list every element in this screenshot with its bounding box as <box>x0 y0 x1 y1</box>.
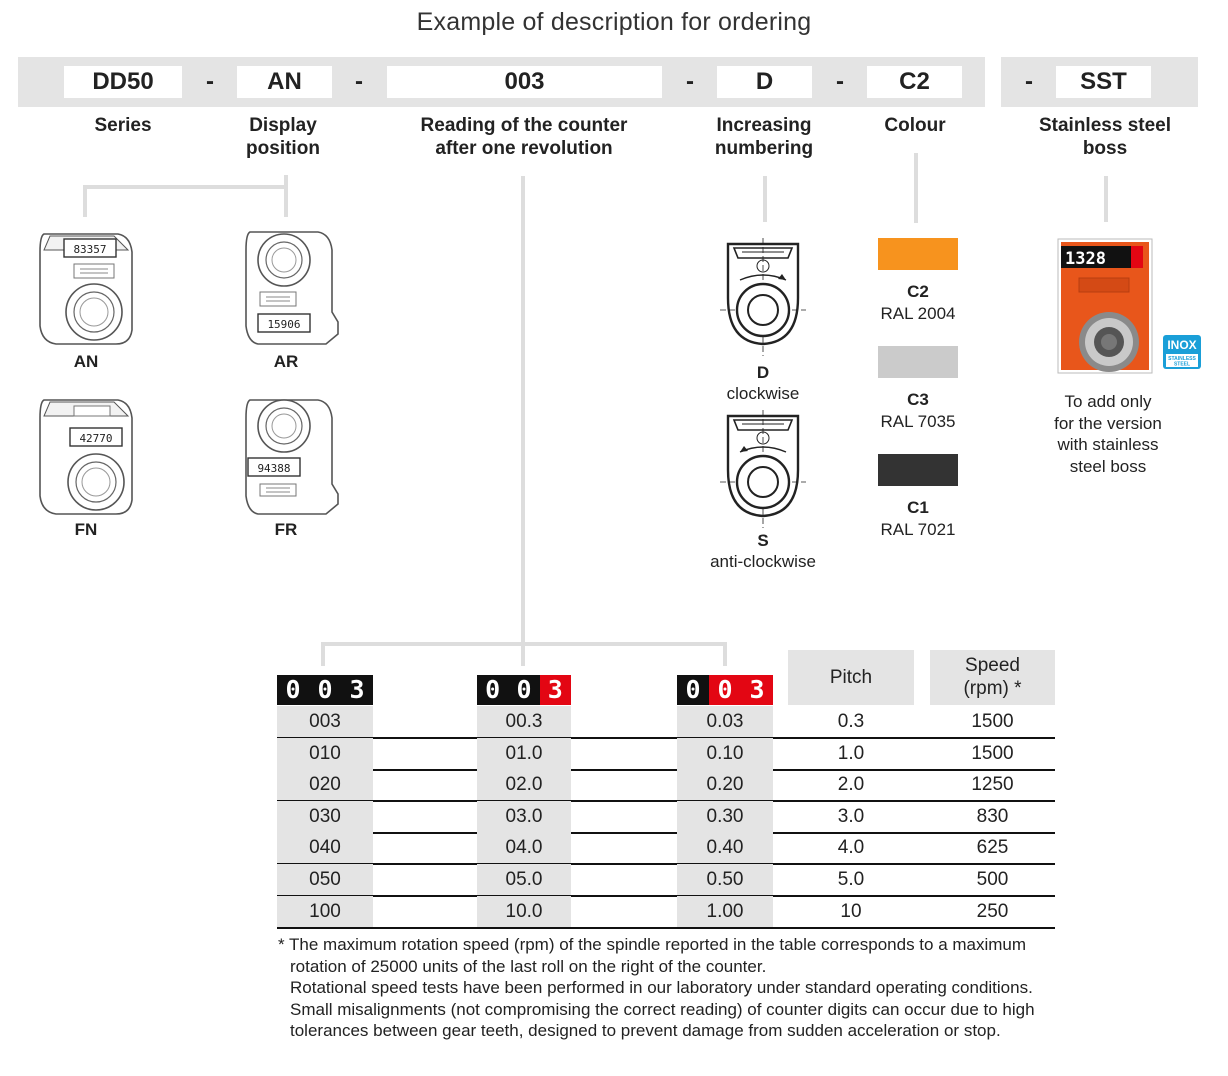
device-label: AN <box>73 352 99 371</box>
device-reading: 83357 <box>73 243 107 256</box>
colour-c1: C1 RAL 7021 <box>880 498 956 539</box>
table-cell: 020 <box>277 769 373 800</box>
connector <box>284 175 288 217</box>
code-display: AN <box>237 66 332 98</box>
colour-swatch-c1 <box>878 454 958 486</box>
header-pitch: Pitch <box>788 650 914 705</box>
table-cell: 1.0 <box>837 742 865 764</box>
table-row <box>277 769 1055 802</box>
direction-clockwise <box>703 362 823 404</box>
table-cell: 0.30 <box>677 801 773 832</box>
table-cell: 030 <box>277 801 373 832</box>
device-label: FR <box>274 520 298 539</box>
inox-badge-sub: STAINLESS <box>1168 356 1196 362</box>
stainless-boss-photo <box>1057 238 1153 374</box>
connector <box>83 185 87 217</box>
table-cell: 05.0 <box>477 864 571 895</box>
connector <box>521 642 525 666</box>
table-cell: 003 <box>277 706 373 737</box>
table-cell: 0.40 <box>677 832 773 863</box>
boss-photo-digits: 1328 <box>1065 249 1106 269</box>
label-reading: Reading of the counter after one revolution <box>420 115 628 159</box>
label-boss: Stainless steel boss <box>1038 115 1172 159</box>
table-cell: 5.0 <box>837 869 865 890</box>
table-cell: 830 <box>976 805 1009 827</box>
colour-c2: C2 RAL 2004 <box>880 282 956 323</box>
code-separator: - <box>836 68 844 95</box>
table-cell: 1250 <box>971 774 1014 796</box>
connector <box>914 153 918 223</box>
table-cell: 010 <box>277 738 373 769</box>
code-boss: SST <box>1056 66 1151 98</box>
code-numbering: D <box>717 66 812 98</box>
code-separator: - <box>686 68 694 95</box>
page-title: Example of description for ordering <box>416 8 812 36</box>
table-row <box>277 864 1055 897</box>
connector <box>1104 176 1108 222</box>
counter-icon-two-decimals: 0 0 3 <box>677 675 773 705</box>
table-cell: 1500 <box>971 711 1014 732</box>
direction-code: D <box>756 363 770 382</box>
code-separator: - <box>1025 68 1033 95</box>
connector <box>763 176 767 222</box>
table-cell: 10 <box>840 900 862 922</box>
connector <box>83 185 288 189</box>
table-cell: 04.0 <box>477 832 571 863</box>
table-row <box>277 832 1055 865</box>
table-row <box>277 896 1055 929</box>
table-cell: 2.0 <box>837 774 865 796</box>
direction-clockwise-drawing <box>718 238 808 358</box>
device-reading: 42770 <box>79 432 113 445</box>
boss-note: To add only for the version with stainless steel boss <box>1054 392 1162 476</box>
device-an-drawing <box>30 226 140 348</box>
table-cell: 01.0 <box>477 738 571 769</box>
inox-badge-sub: STEEL <box>1173 361 1191 368</box>
code-reading: 003 <box>387 66 662 98</box>
device-fn-drawing <box>30 394 140 518</box>
connector <box>321 642 325 666</box>
table-cell: 4.0 <box>837 837 865 859</box>
table-cell: 500 <box>976 869 1009 890</box>
table-cell: 250 <box>976 900 1009 922</box>
direction-text: anti-clockwise <box>710 552 816 571</box>
table-cell: 10.0 <box>477 896 571 927</box>
table-cell: 00.3 <box>477 706 571 737</box>
device-label: FN <box>74 520 98 539</box>
direction-anticlockwise-drawing <box>718 410 808 530</box>
table-cell: 625 <box>976 837 1009 859</box>
counter-icon-one-decimal: 0 0 3 <box>477 675 571 705</box>
device-ar-drawing <box>236 226 346 348</box>
colour-swatch-c3 <box>878 346 958 378</box>
table-cell: 0.50 <box>677 864 773 895</box>
code-colour: C2 <box>867 66 962 98</box>
table-cell: 0.10 <box>677 738 773 769</box>
table-cell: 3.0 <box>837 805 865 827</box>
table-cell: 1.00 <box>677 896 773 927</box>
code-separator: - <box>206 68 214 95</box>
code-separator: - <box>355 68 363 95</box>
table-cell: 100 <box>277 896 373 927</box>
label-series: Series <box>94 115 152 136</box>
colour-swatch-c2 <box>878 238 958 270</box>
table-row <box>277 738 1055 771</box>
table-cell: 02.0 <box>477 769 571 800</box>
direction-text: clockwise <box>726 384 800 403</box>
counter-icon-integer: 0 0 3 <box>277 675 373 705</box>
inox-badge-main: INOX <box>1167 338 1197 352</box>
table-cell: 0.20 <box>677 769 773 800</box>
device-fr-drawing <box>236 394 346 518</box>
device-reading: 15906 <box>267 318 301 331</box>
label-numbering: Increasing numbering <box>714 115 814 159</box>
table-cell: 040 <box>277 832 373 863</box>
code-series: DD50 <box>64 66 182 98</box>
table-row <box>277 801 1055 834</box>
table-cell: 1500 <box>971 742 1014 764</box>
device-label: AR <box>273 352 299 371</box>
header-speed: Speed (rpm) * <box>930 650 1055 705</box>
direction-code: S <box>757 531 769 550</box>
device-reading: 94388 <box>257 462 291 475</box>
footnote: * The maximum rotation speed (rpm) of the spindle reported in the table corresponds to a maximum rotation of 25000 units of the last roll on the right of the counter. Rotational speed tests have been performed in our laboratory under standard operating conditions. Small misalignments (not compromising the correct reading) of counter digits can occur due to high tolerances between gear teeth, designed to prevent damage from sudden acceleration or stop. <box>278 935 1035 1041</box>
direction-anticlockwise <box>693 530 833 572</box>
table-cell: 0.03 <box>677 706 773 737</box>
connector <box>521 176 525 646</box>
table-cell: 03.0 <box>477 801 571 832</box>
table-cell: 050 <box>277 864 373 895</box>
colour-c3: C3 RAL 7035 <box>880 390 956 431</box>
label-colour: Colour <box>884 115 946 136</box>
label-display: Display position <box>246 115 320 159</box>
inox-badge <box>1162 334 1202 370</box>
table-row <box>277 706 1055 739</box>
table-cell: 0.3 <box>837 711 865 732</box>
connector <box>723 642 727 666</box>
